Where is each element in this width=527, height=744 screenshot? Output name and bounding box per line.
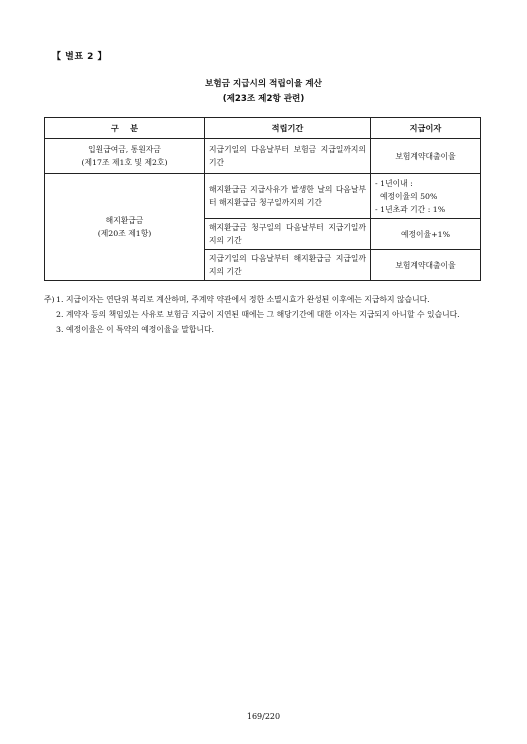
note-item (44, 308, 484, 321)
note-number: 1. (56, 295, 64, 304)
interest-cell: 보험계약대출이율 (371, 250, 481, 281)
note-item (44, 293, 484, 306)
interest-line: 예정이율의 50% (375, 191, 438, 201)
page-number: 169/220 (246, 712, 281, 721)
note-number: 3. (56, 325, 64, 334)
category-cell (45, 139, 205, 174)
header-period: 적립기간 (205, 118, 371, 139)
category-ref: (제17조 제1호 및 제2호) (81, 158, 168, 167)
interest-rate-table (44, 117, 481, 281)
category-ref: (제20조 제1항) (97, 229, 152, 238)
note-number: 2. (56, 310, 64, 319)
table-row (45, 174, 481, 219)
period-cell: 지급기일의 다음날부터 보험금 지급일까지의 기간 (205, 139, 371, 174)
interest-cell (371, 174, 481, 219)
appendix-label: 【 별표 2 】 (52, 52, 108, 62)
note-item (44, 323, 484, 336)
document-subtitle: (제23조 제2항 관련) (222, 94, 305, 104)
period-cell: 해지환급금 지급사유가 발생한 날의 다음날부터 해지환급금 청구일까지의 기간 (205, 174, 371, 219)
interest-line: - 1년이내 : (375, 178, 413, 188)
header-interest: 지급이자 (371, 118, 481, 139)
category-name: 해지환급금 (105, 216, 144, 225)
note-text: 계약자 등의 책임있는 사유로 보험금 지급이 지연된 때에는 그 해당기간에 대한 이자는 지급되지 아니할 수 있습니다. (66, 310, 460, 319)
notes-prefix: 주) (44, 295, 55, 304)
header-category: 구 분 (45, 118, 205, 139)
note-text: 예정이율은 이 특약의 예정이율을 말합니다. (66, 325, 214, 334)
table-header-row (45, 118, 481, 139)
notes-section (44, 293, 484, 338)
category-cell (45, 174, 205, 281)
interest-cell: 보험계약대출이율 (371, 139, 481, 174)
period-cell: 해지환급금 청구일의 다음날부터 지급기일까지의 기간 (205, 219, 371, 250)
category-name: 입원급여금, 통원자금 (88, 145, 161, 154)
document-title: 보험금 지급시의 적립이율 계산 (205, 79, 322, 89)
note-text: 지급이자는 연단위 복리로 계산하며, 주계약 약관에서 정한 소멸시효가 완성된 이후에는 지급하지 않습니다. (66, 295, 430, 304)
interest-line: - 1년초과 기간 : 1% (375, 204, 446, 214)
period-cell: 지급기일의 다음날부터 해지환급금 지급일까지의 기간 (205, 250, 371, 281)
interest-cell: 예정이율+1% (371, 219, 481, 250)
table-row (45, 139, 481, 174)
